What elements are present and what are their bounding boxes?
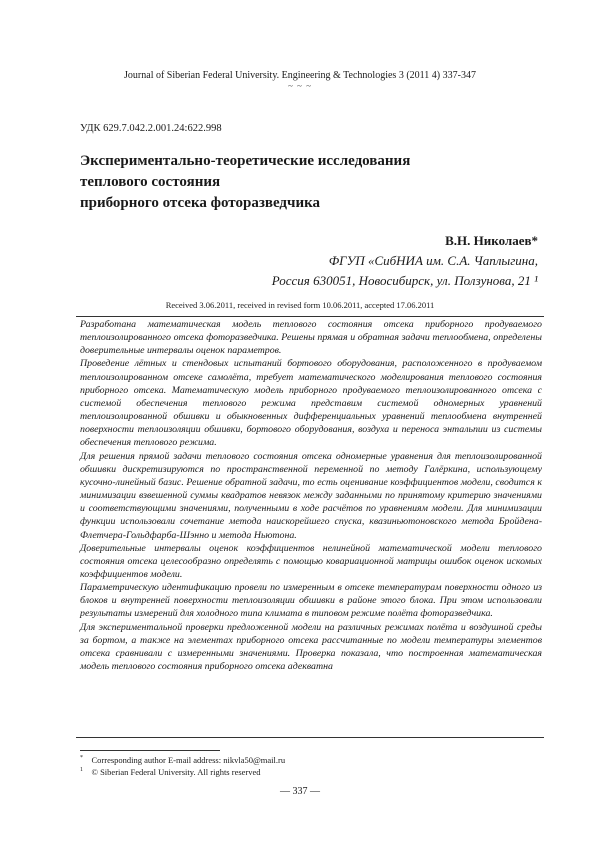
abstract	[80, 318, 542, 673]
affiliation-line-2: Россия 630051, Новосибирск, ул. Ползунова, 21 ¹	[271, 273, 538, 288]
author-name: В.Н. Николаев*	[445, 233, 538, 248]
footnote-mark: *	[80, 755, 83, 762]
footnote-text: Corresponding author E-mail address: nikvla50@mail.ru	[91, 755, 286, 765]
abstract-paragraph: Проведение лётных и стендовых испытаний бортового оборудования, расположенного в продуваемом теплоизолированном отсеке самолёта, требует математического моделирования теплового состояния приборного отсека. Математическую модель приборного продуваемого теплоизолированного отсека с системой обеспечения теплового режима представим системой одномерных уравнений теплоизолированной обшивки и обыкновенных дифференциальных уравнений теплообмена внутренней поверхности теплоизоляции обшивки, бортового оборудования, воздуха и переноса энтальпии из системы обеспечения теплового режима.	[80, 358, 542, 449]
footnote-text: © Siberian Federal University. All rights reserved	[91, 767, 261, 777]
author-affiliation	[272, 251, 538, 291]
affiliation-line-1: ФГУП «СибНИА им. С.А. Чаплыгина,	[328, 253, 538, 268]
abstract-paragraph: Доверительные интервалы оценок коэффициентов нелинейной математической модели теплового состояния отсека целесообразно определять с помощью ковариационной матрицы ошибок оценок искомых коэффициентов модели.	[80, 542, 542, 580]
footnote-copyright	[80, 767, 261, 777]
title-line-1: Экспериментально-теоретические исследования	[80, 153, 411, 169]
abstract-paragraph: Для экспериментальной проверки предложенной модели на различных режимах полёта и воздушной среды за бортом, а также на элементах приборного отсека рассчитанные по модели температуры элементов отсека сравнивали с измеренными значениями. Проверка показала, что построенная математическая модель теплового состояния приборного отсека адекватна	[80, 621, 542, 673]
abstract-paragraph: Для решения прямой задачи теплового состояния отсека одномерные уравнения для теплоизолированной обшивки дискретизируются по пространственной переменной по методу Галёркина, использующему кусочно-линейный базис. Решение обратной задачи, то есть оценивание коэффициентов модели, сводится к минимизации взвешенной суммы квадратов невязок между заданными по принятому критерию значениями и соответствующими значениями, полученными в ходе расчётов по уравнениям модели. Для минимизации функции использовали сочетание метода наискорейшего спуска, квазиньютоновского метода Бройдена-Флетчера-Гольдфарба-Шэнно и метода Ньютона.	[80, 450, 542, 541]
article-title	[80, 151, 540, 214]
footnote-divider	[80, 750, 220, 751]
title-line-3: приборного отсека фоторазведчика	[80, 195, 321, 211]
title-line-2: теплового состояния	[80, 174, 221, 190]
header-ornament: ~ ~ ~	[287, 81, 313, 91]
footnote-corresponding	[80, 755, 285, 765]
udk-code: УДК 629.7.042.2.001.24:622.998	[80, 123, 222, 134]
footnote-mark: 1	[80, 767, 83, 774]
abstract-paragraph: Разработана математическая модель теплового состояния отсека приборного продуваемого теплоизолированного отсека фоторазведчика. Решены прямая и обратная задачи теплообмена, определены доверительные интервалы оценок параметров.	[80, 319, 542, 357]
journal-header: Journal of Siberian Federal University. Engineering & Technologies 3 (2011 4) 337-347	[124, 70, 476, 81]
abstract-paragraph: Параметрическую идентификацию провели по измеренным в отсеке температурам поверхности одного из блоков и внутренней поверхности теплоизоляции обшивки в районе этого блока. При этом использовали результаты измерений для холодного типа климата в типовом режиме полёта фоторазведчика.	[80, 582, 542, 620]
page-number: — 337 —	[280, 786, 320, 797]
received-dates: Received 3.06.2011, received in revised form 10.06.2011, accepted 17.06.2011	[165, 300, 435, 310]
